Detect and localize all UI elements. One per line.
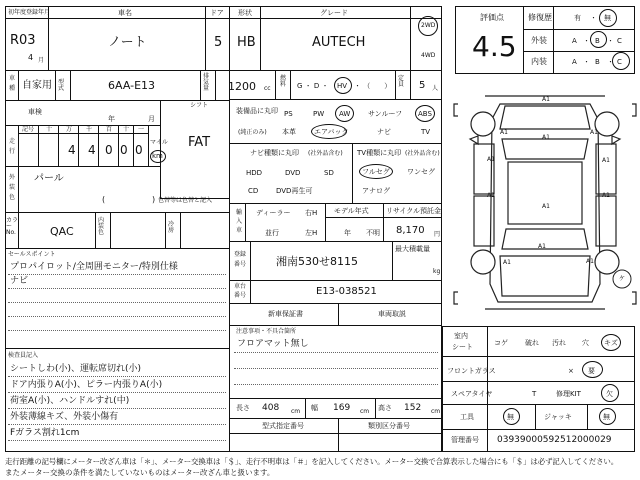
mileage-mark-10k: 万 xyxy=(66,126,73,133)
import-dealer: ディーラー xyxy=(256,209,291,217)
capacity-value: 5 xyxy=(419,80,426,91)
height-header: 高さ xyxy=(378,404,392,412)
width-unit: cm xyxy=(360,408,370,415)
handle-left: 左H xyxy=(305,229,318,237)
equip-sunroof: サンルーフ xyxy=(368,110,403,118)
repair-option-yes: 有 xyxy=(574,14,581,22)
exterior-grade-b: B xyxy=(595,37,600,45)
equip-abs: ABS xyxy=(418,110,432,118)
navi-hdd: HDD xyxy=(246,169,263,177)
spare-option-t: T xyxy=(532,390,537,398)
jack-selected: 無 xyxy=(603,413,610,421)
seat-option-ana: 穴 xyxy=(582,339,589,347)
diagram-label-2: A1 xyxy=(542,134,550,141)
equip-aw: AW xyxy=(339,110,351,118)
max-load-header: 最大積載量 xyxy=(395,245,430,253)
import-header-1: 輸 xyxy=(236,209,243,216)
inspection-header: 車検 xyxy=(28,108,42,116)
exterior-grade-a: A xyxy=(572,37,577,45)
spare-option-missing: 欠 xyxy=(606,390,613,398)
registration-number: 湘南530せ8115 xyxy=(276,255,358,268)
navi-cd: CD xyxy=(248,187,259,195)
management-no-value: 03939000592512000029 xyxy=(497,435,612,445)
inspector-note-1: シートしわ(小)、運転席切れ(小) xyxy=(10,364,142,374)
exterior-grade-header: 外装 xyxy=(531,36,547,45)
diagram-label-9: A1 xyxy=(542,203,550,210)
chassis-header-2: 番号 xyxy=(234,292,247,299)
month-unit: 月 xyxy=(38,57,45,64)
color-change-note: 色替等は色替と記入 xyxy=(158,197,213,204)
length-value: 408 xyxy=(262,403,280,413)
tv-header-sub: (社外品含む) xyxy=(405,150,440,157)
fuel-header: 燃料 xyxy=(280,75,287,88)
color-no-header: カラーNo. xyxy=(6,217,19,236)
color-no-value: QAC xyxy=(50,225,74,238)
equipment-header: 装備品に丸印 xyxy=(236,107,278,115)
seat-header-1: 室内 xyxy=(454,332,468,340)
fuel-options: G ・ D ・ xyxy=(297,82,329,90)
interior-sep-1: ・ xyxy=(583,58,590,66)
tv-header: TV種類に丸印 xyxy=(357,149,402,157)
first-reg-month: 4 xyxy=(28,53,34,62)
model-value: 6AA-E13 xyxy=(108,79,156,92)
interior-color-header: 内装色 xyxy=(98,217,105,236)
exterior-color-header-2: 装 xyxy=(9,184,16,191)
diagram-label-3: A1 xyxy=(500,129,508,136)
model-year-unknown: 不明 xyxy=(366,229,380,237)
usage-header-2: 種 xyxy=(9,85,16,92)
first-reg-header: 初年度登録年月 xyxy=(8,9,51,16)
mileage-mark-code: 記号 xyxy=(22,126,35,133)
max-load-unit: kg xyxy=(433,268,441,275)
doors-value: 5 xyxy=(214,35,223,50)
inspection-month: 月 xyxy=(148,115,155,123)
shift-value: FAT xyxy=(188,135,211,150)
grade-header: グレード xyxy=(320,9,348,17)
tools-header: 工具 xyxy=(460,413,474,421)
doors-header: ドア xyxy=(210,9,224,17)
interior-sep-2: ・ xyxy=(607,58,614,66)
capacity-unit: 人 xyxy=(432,85,439,92)
repair-sep: ・ xyxy=(590,14,597,22)
mileage-mark-1k: 千 xyxy=(86,126,93,133)
import-header-2: 入 xyxy=(236,218,243,225)
navi-header-sub: (社外品含む) xyxy=(308,150,343,157)
exterior-color-header-1: 外 xyxy=(9,174,16,181)
navi-dvd-play: DVD再生可 xyxy=(276,187,313,195)
import-header-3: 車 xyxy=(236,227,243,234)
mileage-digit-4: 0 xyxy=(120,143,128,157)
equip-navi: ナビ xyxy=(377,128,391,136)
spare-option-kit: 修理KIT xyxy=(556,390,581,398)
category-header: 類別区分番号 xyxy=(368,422,410,430)
inspection-year: 年 xyxy=(108,115,115,123)
diagram-label-12: A1 xyxy=(586,258,594,265)
mileage-mark-100k: 十 xyxy=(46,126,53,133)
inspector-note-3: 荷室A(小)、ハンドルすれ(中) xyxy=(10,396,130,406)
tools-selected: 無 xyxy=(507,413,514,421)
equip-pw: PW xyxy=(313,110,325,118)
front-glass-option-yo: 要 xyxy=(588,367,595,375)
spare-tire-header: スペアタイヤ xyxy=(451,390,493,398)
tv-oneseg: ワンセグ xyxy=(407,168,435,176)
mileage-unit-mile: マイル xyxy=(150,139,168,146)
usage-value: 自家用 xyxy=(22,80,52,91)
first-reg-value: R03 xyxy=(10,33,36,48)
fuel-tail: ・ （ ） xyxy=(354,82,392,90)
jack-header: ジャッキ xyxy=(544,413,572,421)
seat-option-yabure: 破れ xyxy=(525,339,539,347)
seat-option-koge: コゲ xyxy=(494,339,508,347)
car-name-header: 車名 xyxy=(118,9,132,17)
repair-option-no: 無 xyxy=(604,14,611,22)
equip-leather: 本革 xyxy=(282,128,296,136)
height-value: 152 xyxy=(404,403,422,413)
inspector-note-2: ドア内張りA(小)、ピラー内張りA(小) xyxy=(10,380,163,390)
manual-header: 車両取説 xyxy=(378,310,406,318)
chassis-header-1: 車台 xyxy=(234,283,247,290)
color-change-paren-r: ) xyxy=(152,195,156,204)
seat-option-yogore: 汚れ xyxy=(552,339,566,347)
usage-header-1: 車 xyxy=(9,75,16,82)
mileage-digit-1: 4 xyxy=(68,143,76,157)
seat-header-2: シート xyxy=(452,343,473,351)
notes-value: フロアマット無し xyxy=(237,339,309,349)
model-year-header: モデル年式 xyxy=(334,207,369,215)
interior-grade-a: A xyxy=(572,58,577,66)
navi-header: ナビ種類に丸印 xyxy=(250,149,299,157)
notes-header: 注意事項・不具合箇所 xyxy=(236,328,297,335)
mileage-digit-5: 0 xyxy=(135,143,143,157)
interior-grade-b: B xyxy=(595,58,600,66)
navi-sd: SD xyxy=(324,169,334,177)
car-name-value: ノート xyxy=(108,35,147,50)
length-unit: cm xyxy=(291,408,301,415)
inspector-note-4: 外装薄線キズ、外装小傷有 xyxy=(10,412,119,422)
mileage-digit-3: 0 xyxy=(105,143,113,157)
diagram-mark: ヶ xyxy=(618,273,626,282)
diagram-label-10: A1 xyxy=(538,243,546,250)
shape-header: 形状 xyxy=(238,9,252,17)
height-unit: cm xyxy=(431,408,441,415)
displacement-unit: cc xyxy=(264,85,271,92)
equip-ps: PS xyxy=(284,110,293,118)
mileage-digit-2: 4 xyxy=(88,143,96,157)
type-designation-header: 型式指定番号 xyxy=(262,422,304,430)
exterior-grade-c: C xyxy=(617,37,622,45)
tv-fullseg: フルセグ xyxy=(362,168,390,176)
front-glass-header: フロントガラス xyxy=(447,367,496,375)
recycle-header: リサイクル預託金 xyxy=(386,207,442,215)
mileage-header-2: 行 xyxy=(9,148,16,155)
mileage-mark-100: 百 xyxy=(106,126,113,133)
diagram-label-1: A1 xyxy=(542,96,550,103)
equipment-header-sub: (純正のみ) xyxy=(238,129,267,136)
opt-2wd: 2WD xyxy=(421,22,436,29)
equip-tv: TV xyxy=(421,128,431,136)
score-header: 評価点 xyxy=(480,13,504,22)
score-value: 4.5 xyxy=(472,30,517,63)
diagram-label-6: A1 xyxy=(602,157,610,164)
displacement-value: 1200 xyxy=(228,80,256,93)
diagram-label-4: A1 xyxy=(590,129,598,136)
chassis-number: E13-038521 xyxy=(316,286,377,297)
model-header: 型式 xyxy=(58,79,65,92)
color-change-paren-l: ( xyxy=(102,195,106,204)
diagram-label-7: A1 xyxy=(487,192,495,199)
capacity-header: 定員 xyxy=(398,75,405,88)
equip-airbag: エアバック xyxy=(314,128,349,136)
new-car-warranty: 新車保証書 xyxy=(268,310,303,318)
diagram-label-5: A1 xyxy=(487,156,495,163)
exterior-sep-2: ・ xyxy=(607,37,614,45)
interior-grade-c: C xyxy=(617,58,622,66)
grade-value: AUTECH xyxy=(312,35,366,50)
import-parallel: 並行 xyxy=(265,229,279,237)
width-value: 169 xyxy=(333,403,351,413)
tv-analog: アナログ xyxy=(362,187,390,195)
exterior-color-header-3: 色 xyxy=(9,194,16,201)
length-header: 長さ xyxy=(236,404,250,412)
registration-header-2: 番号 xyxy=(234,261,247,268)
interior-grade-header: 内装 xyxy=(531,57,547,66)
recycle-amount: 8,170 xyxy=(396,225,425,236)
navi-dvd: DVD xyxy=(285,169,301,177)
inspector-note-5: Fガラス割れ1cm xyxy=(10,428,80,438)
opt-4wd: 4WD xyxy=(421,52,436,59)
width-header: 幅 xyxy=(311,404,318,412)
diagram-label-8: A1 xyxy=(602,192,610,199)
footer-note-1: 走行距離の記号欄にメーター改ざん車は「＊」、メーター交換車は「＄」、走行不明車は「＃」を記入してください。メーター交換で合算表示した場合にも「＄」は必ず記入してください。 xyxy=(5,457,618,466)
repair-header: 修復歴 xyxy=(528,13,552,22)
mileage-unit-km: km xyxy=(152,152,163,160)
seat-option-kizu: キズ xyxy=(604,339,618,347)
inspector-notes-header: 検査員記入 xyxy=(8,352,39,359)
fuel-selected: HV xyxy=(337,82,348,90)
registration-header-1: 登録 xyxy=(234,251,247,258)
mileage-mark-1: 一 xyxy=(138,126,145,133)
sales-point-line-2: ナビ xyxy=(10,276,29,286)
diagram-label-11: A1 xyxy=(503,259,511,266)
recall-header: 冷房 xyxy=(168,221,175,234)
exterior-sep-1: ・ xyxy=(583,37,590,45)
displacement-header: 排気量 xyxy=(203,73,210,92)
mileage-header-1: 走 xyxy=(9,138,16,145)
exterior-color-value: パール xyxy=(34,173,64,184)
management-no-header: 管理番号 xyxy=(451,436,479,444)
sales-point-line-1: プロパイロット/全周囲モニター/特別仕様 xyxy=(10,262,178,272)
model-year-year: 年 xyxy=(344,229,351,237)
mileage-mark-10: 十 xyxy=(123,126,130,133)
shift-header: シフト xyxy=(190,102,209,109)
recycle-unit: 円 xyxy=(434,231,441,238)
sales-points-header: セールスポイント xyxy=(8,251,56,258)
footer-note-2: またメーター交換の条件を満たしていないものはメーター改ざん車と扱います。 xyxy=(5,468,275,477)
front-glass-option-x: × xyxy=(568,367,574,375)
handle-right: 右H xyxy=(305,209,318,217)
shape-value: HB xyxy=(237,35,256,50)
